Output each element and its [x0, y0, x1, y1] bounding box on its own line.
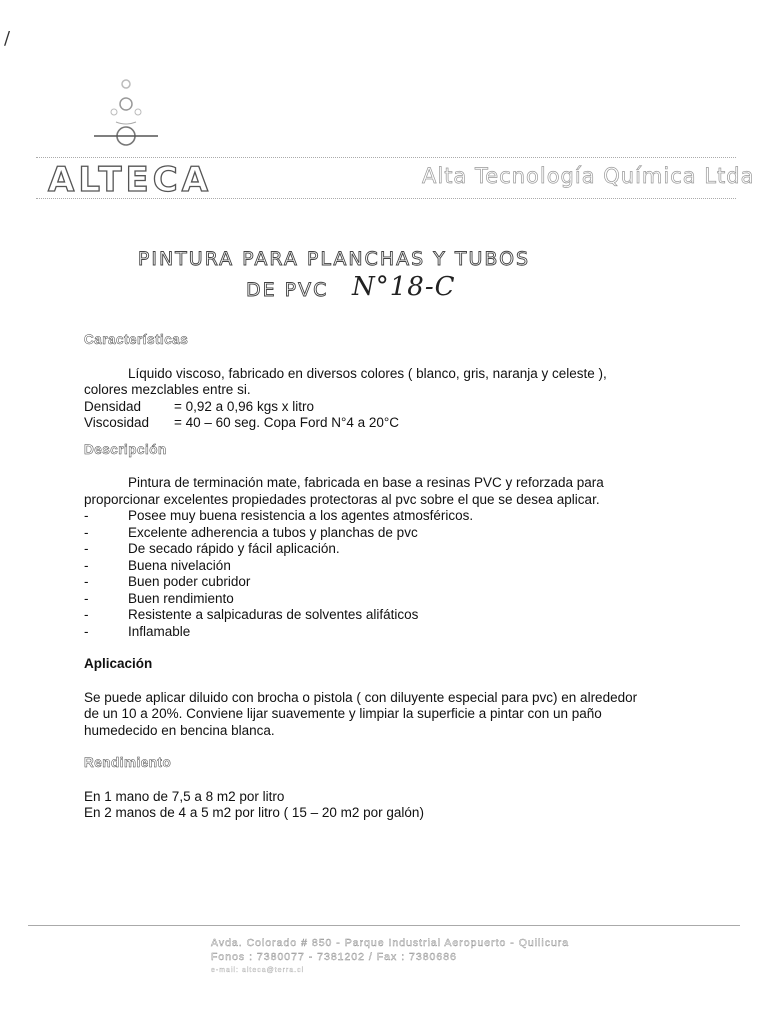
- descripcion-paragraph: Pintura de terminación mate, fabricada en base a resinas PVC y reforzada para proporcionar excelentes propiedades protectoras al pvc sobre el que se desea aplicar.: [84, 475, 604, 507]
- document-body: [84, 332, 644, 822]
- list-item: - Posee muy buena resistencia a los agentes atmosféricos.: [84, 508, 474, 523]
- density-row: [84, 399, 644, 416]
- list-item: - Buen poder cubridor: [84, 574, 251, 589]
- heading-descripcion: Descripción: [84, 441, 167, 457]
- density-value: = 0,92 a 0,96 kgs x litro: [174, 398, 314, 414]
- descripcion-bullet-list: [84, 508, 644, 640]
- list-item: - Resistente a salpicaduras de solventes alifáticos: [84, 607, 419, 622]
- title-line-1: PINTURA PARA PLANCHAS Y TUBOS: [137, 248, 531, 270]
- list-item: - Excelente adherencia a tubos y planchas de pvc: [84, 524, 418, 540]
- header-divider-top: [36, 157, 736, 158]
- logo-text: ALTECA: [48, 160, 213, 200]
- corner-mark: /: [4, 28, 11, 49]
- list-item: - Inflamable: [84, 623, 191, 639]
- viscosity-value: = 40 – 60 seg. Copa Ford N°4 a 20°C: [174, 415, 400, 430]
- density-label: Densidad: [84, 398, 142, 414]
- footer-divider: [28, 925, 740, 926]
- alteca-logo-symbol-icon: [86, 74, 166, 152]
- heading-caracteristicas: Características: [84, 332, 189, 347]
- footer-email: e-mail: alteca@terra.cl: [211, 967, 305, 974]
- list-item: - Buena nivelación: [84, 557, 231, 573]
- list-item: - De secado rápido y fácil aplicación.: [84, 541, 340, 556]
- list-item: - Buen rendimiento: [84, 590, 234, 606]
- footer-phones: Fonos : 7380077 - 7381202 / Fax : 7380686: [211, 951, 457, 963]
- rendimiento-line-2: En 2 manos de 4 a 5 m2 por litro ( 15 – 20 m2 por galón): [84, 805, 424, 820]
- heading-rendimiento: Rendimiento: [84, 755, 172, 770]
- company-tagline: Alta Tecnología Química Ltda: [422, 164, 755, 188]
- heading-aplicacion: Aplicación: [84, 656, 153, 671]
- header-divider-bottom: [36, 198, 736, 199]
- rendimiento-line-1: En 1 mano de 7,5 a 8 m2 por litro: [84, 788, 285, 804]
- footer-address-block: [211, 936, 569, 978]
- title-line-2: DE PVC: [246, 279, 329, 301]
- handwritten-product-number: N°18-C: [352, 272, 456, 302]
- aplicacion-paragraph: Se puede aplicar diluido con brocha o pistola ( con diluyente especial para pvc) en alrededor de un 10 a 20%. Conviene lijar suavemente y limpiar la superficie a pintar con un paño humedecido en bencina blanca.: [84, 689, 638, 738]
- viscosity-row: [84, 415, 644, 432]
- footer-address: Avda. Colorado # 850 - Parque Industrial Aeropuerto - Quilicura: [211, 937, 570, 949]
- caracteristicas-paragraph: Líquido viscoso, fabricado en diversos colores ( blanco, gris, naranja y celeste ), colores mezclables entre si.: [84, 365, 607, 397]
- viscosity-label: Viscosidad: [84, 415, 150, 430]
